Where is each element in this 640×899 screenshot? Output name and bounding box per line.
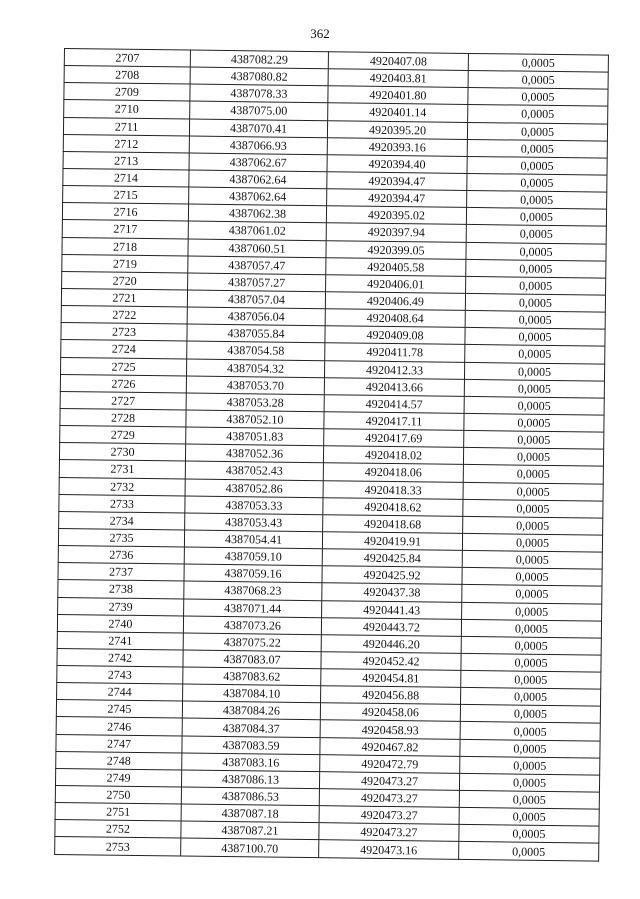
y-coordinate-cell: 4920418.62 [323,497,463,516]
error-cell: 0,0005 [466,242,606,261]
error-cell: 0,0005 [461,636,601,655]
error-cell: 0,0005 [460,739,600,758]
x-coordinate-cell: 4387071.44 [184,599,322,618]
x-coordinate-cell: 4387087.18 [181,804,319,823]
point-number-cell: 2731 [59,460,185,479]
y-coordinate-cell: 4920395.02 [326,206,466,225]
point-number-cell: 2738 [58,580,184,599]
y-coordinate-cell: 4920441.43 [322,600,462,619]
y-coordinate-cell: 4920399.05 [326,240,466,259]
point-number-cell: 2748 [56,751,182,770]
x-coordinate-cell: 4387083.16 [182,753,320,772]
x-coordinate-cell: 4387052.43 [185,461,323,480]
coordinates-table [54,48,609,861]
point-number-cell: 2749 [55,768,181,787]
page-number: 362 [310,26,330,41]
point-number-cell: 2725 [61,357,187,376]
point-number-cell: 2741 [57,631,183,650]
y-coordinate-cell: 4920443.72 [321,617,461,636]
error-cell: 0,0005 [467,191,607,210]
x-coordinate-cell: 4387053.33 [185,496,323,515]
point-number-cell: 2719 [62,254,188,273]
point-number-cell: 2750 [55,785,181,804]
table-body [55,49,609,861]
x-coordinate-cell: 4387062.38 [188,204,326,223]
point-number-cell: 2710 [64,100,190,119]
error-cell: 0,0005 [463,448,603,467]
y-coordinate-cell: 4920394.47 [327,172,467,191]
point-number-cell: 2723 [61,323,187,342]
x-coordinate-cell: 4387086.53 [181,787,319,806]
y-coordinate-cell: 4920418.68 [323,514,463,533]
error-cell: 0,0005 [462,602,602,621]
y-coordinate-cell: 4920397.94 [326,223,466,242]
x-coordinate-cell: 4387078.33 [190,84,328,103]
point-number-cell: 2730 [59,443,185,462]
point-number-cell: 2751 [55,803,181,822]
y-coordinate-cell: 4920414.57 [324,395,464,414]
x-coordinate-cell: 4387068.23 [184,581,322,600]
point-number-cell: 2740 [57,614,183,633]
error-cell: 0,0005 [468,88,608,107]
x-coordinate-cell: 4387053.28 [186,393,324,412]
x-coordinate-cell: 4387061.02 [188,221,326,240]
y-coordinate-cell: 4920454.81 [321,669,461,688]
point-number-cell: 2722 [61,306,187,325]
point-number-cell: 2726 [60,374,186,393]
y-coordinate-cell: 4920425.84 [322,549,462,568]
point-number-cell: 2737 [58,563,184,582]
y-coordinate-cell: 4920458.93 [320,720,460,739]
y-coordinate-cell: 4920452.42 [321,652,461,671]
point-number-cell: 2729 [60,426,186,445]
point-number-cell: 2716 [62,203,188,222]
point-number-cell: 2752 [55,820,181,839]
x-coordinate-cell: 4387054.58 [187,341,325,360]
error-cell: 0,0005 [465,293,605,312]
y-coordinate-cell: 4920395.20 [327,120,467,139]
y-coordinate-cell: 4920425.92 [322,566,462,585]
y-coordinate-cell: 4920406.01 [326,275,466,294]
error-cell: 0,0005 [460,705,600,724]
point-number-cell: 2745 [56,700,182,719]
error-cell: 0,0005 [462,550,602,569]
x-coordinate-cell: 4387053.70 [186,376,324,395]
y-coordinate-cell: 4920412.33 [324,360,464,379]
x-coordinate-cell: 4387055.84 [187,324,325,343]
point-number-cell: 2718 [62,237,188,256]
error-cell: 0,0005 [461,619,601,638]
x-coordinate-cell: 4387062.64 [189,187,327,206]
point-number-cell: 2727 [60,391,186,410]
error-cell: 0,0005 [467,122,607,141]
point-number-cell: 2746 [56,717,182,736]
error-cell: 0,0005 [459,808,599,827]
error-cell: 0,0005 [462,585,602,604]
error-cell: 0,0005 [466,276,606,295]
x-coordinate-cell: 4387080.82 [190,67,328,86]
error-cell: 0,0005 [461,653,601,672]
error-cell: 0,0005 [463,482,603,501]
y-coordinate-cell: 4920403.81 [328,69,468,88]
error-cell: 0,0005 [462,568,602,587]
point-number-cell: 2724 [61,340,187,359]
error-cell: 0,0005 [467,173,607,192]
error-cell: 0,0005 [465,345,605,364]
y-coordinate-cell: 4920473.27 [319,823,459,842]
x-coordinate-cell: 4387083.62 [183,667,321,686]
point-number-cell: 2714 [63,168,189,187]
error-cell: 0,0005 [466,259,606,278]
error-cell: 0,0005 [466,208,606,227]
point-number-cell: 2711 [63,117,189,136]
y-coordinate-cell: 4920473.27 [319,789,459,808]
x-coordinate-cell: 4387075.22 [183,633,321,652]
y-coordinate-cell: 4920472.79 [320,754,460,773]
x-coordinate-cell: 4387084.37 [182,718,320,737]
error-cell: 0,0005 [465,328,605,347]
x-coordinate-cell: 4387084.26 [182,701,320,720]
y-coordinate-cell: 4920417.69 [324,429,464,448]
error-cell: 0,0005 [461,670,601,689]
point-number-cell: 2753 [55,837,181,856]
x-coordinate-cell: 4387059.10 [184,547,322,566]
point-number-cell: 2734 [59,511,185,530]
error-cell: 0,0005 [467,139,607,158]
x-coordinate-cell: 4387062.64 [189,170,327,189]
x-coordinate-cell: 4387054.32 [187,359,325,378]
point-number-cell: 2721 [61,288,187,307]
x-coordinate-cell: 4387062.67 [189,153,327,172]
point-number-cell: 2733 [59,494,185,513]
x-coordinate-cell: 4387057.27 [188,273,326,292]
x-coordinate-cell: 4387070.41 [189,119,327,138]
error-cell: 0,0005 [460,756,600,775]
x-coordinate-cell: 4387057.47 [188,256,326,275]
x-coordinate-cell: 4387051.83 [186,427,324,446]
error-cell: 0,0005 [460,722,600,741]
point-number-cell: 2713 [63,151,189,170]
x-coordinate-cell: 4387083.07 [183,650,321,669]
x-coordinate-cell: 4387052.86 [185,479,323,498]
y-coordinate-cell: 4920458.06 [320,703,460,722]
y-coordinate-cell: 4920409.08 [325,326,465,345]
point-number-cell: 2720 [62,271,188,290]
error-cell: 0,0005 [464,396,604,415]
y-coordinate-cell: 4920437.38 [322,583,462,602]
error-cell: 0,0005 [464,362,604,381]
error-cell: 0,0005 [466,225,606,244]
x-coordinate-cell: 4387083.59 [182,736,320,755]
error-cell: 0,0005 [463,499,603,518]
y-coordinate-cell: 4920393.16 [327,137,467,156]
y-coordinate-cell: 4920406.49 [325,292,465,311]
x-coordinate-cell: 4387075.00 [190,101,328,120]
x-coordinate-cell: 4387054.41 [184,530,322,549]
error-cell: 0,0005 [461,688,601,707]
error-cell: 0,0005 [459,773,599,792]
error-cell: 0,0005 [468,53,608,72]
error-cell: 0,0005 [468,105,608,124]
point-number-cell: 2707 [64,49,190,68]
x-coordinate-cell: 4387100.70 [181,838,319,857]
point-number-cell: 2717 [62,220,188,239]
error-cell: 0,0005 [465,311,605,330]
error-cell: 0,0005 [464,413,604,432]
x-coordinate-cell: 4387060.51 [188,239,326,258]
point-number-cell: 2708 [64,66,190,85]
y-coordinate-cell: 4920467.82 [320,737,460,756]
y-coordinate-cell: 4920473.27 [319,806,459,825]
y-coordinate-cell: 4920394.40 [327,155,467,174]
x-coordinate-cell: 4387052.10 [186,410,324,429]
y-coordinate-cell: 4920473.27 [319,772,459,791]
x-coordinate-cell: 4387057.04 [187,290,325,309]
point-number-cell: 2747 [56,734,182,753]
y-coordinate-cell: 4920418.02 [323,446,463,465]
point-number-cell: 2709 [64,83,190,102]
x-coordinate-cell: 4387066.93 [189,136,327,155]
error-cell: 0,0005 [463,465,603,484]
x-coordinate-cell: 4387059.16 [184,564,322,583]
y-coordinate-cell: 4920411.78 [325,343,465,362]
x-coordinate-cell: 4387087.21 [181,821,319,840]
y-coordinate-cell: 4920417.11 [324,412,464,431]
point-number-cell: 2712 [63,134,189,153]
error-cell: 0,0005 [462,533,602,552]
y-coordinate-cell: 4920473.16 [319,840,459,859]
y-coordinate-cell: 4920446.20 [321,634,461,653]
y-coordinate-cell: 4920418.33 [323,480,463,499]
point-number-cell: 2732 [59,477,185,496]
x-coordinate-cell: 4387053.43 [185,513,323,532]
point-number-cell: 2735 [58,528,184,547]
point-number-cell: 2715 [63,186,189,205]
error-cell: 0,0005 [459,825,599,844]
error-cell: 0,0005 [464,431,604,450]
y-coordinate-cell: 4920418.06 [323,463,463,482]
error-cell: 0,0005 [459,790,599,809]
point-number-cell: 2728 [60,408,186,427]
error-cell: 0,0005 [467,156,607,175]
x-coordinate-cell: 4387084.10 [183,684,321,703]
error-cell: 0,0005 [464,379,604,398]
y-coordinate-cell: 4920413.66 [324,377,464,396]
y-coordinate-cell: 4920401.14 [328,103,468,122]
point-number-cell: 2742 [57,648,183,667]
y-coordinate-cell: 4920419.91 [322,532,462,551]
y-coordinate-cell: 4920407.08 [328,52,468,71]
x-coordinate-cell: 4387073.26 [183,616,321,635]
error-cell: 0,0005 [468,71,608,90]
error-cell: 0,0005 [463,516,603,535]
y-coordinate-cell: 4920456.88 [321,686,461,705]
x-coordinate-cell: 4387082.29 [190,50,328,69]
x-coordinate-cell: 4387056.04 [187,307,325,326]
x-coordinate-cell: 4387052.36 [185,444,323,463]
error-cell: 0,0005 [459,842,599,861]
point-number-cell: 2744 [57,683,183,702]
y-coordinate-cell: 4920394.47 [327,189,467,208]
y-coordinate-cell: 4920401.80 [328,86,468,105]
point-number-cell: 2736 [58,546,184,565]
x-coordinate-cell: 4387086.13 [181,770,319,789]
y-coordinate-cell: 4920405.58 [326,257,466,276]
point-number-cell: 2739 [58,597,184,616]
y-coordinate-cell: 4920408.64 [325,309,465,328]
point-number-cell: 2743 [57,666,183,685]
